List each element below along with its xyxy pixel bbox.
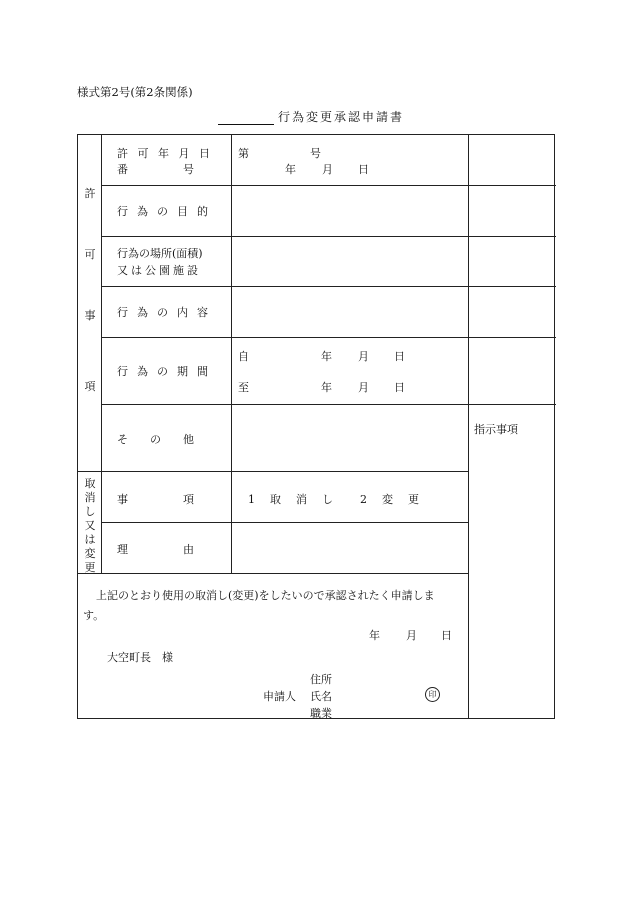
period-label: 行為の期間 xyxy=(117,365,217,378)
other-label: そ の 他 xyxy=(117,433,194,446)
period-to-month: 月 xyxy=(358,381,369,394)
application-form-table xyxy=(77,134,555,719)
declaration-text-line2: す。 xyxy=(83,609,105,622)
period-to-day: 日 xyxy=(394,381,405,394)
applicant-label: 申請人 xyxy=(263,690,296,703)
addressee: 大空町長 様 xyxy=(107,651,173,664)
permit-group-label: 許 可 事 項 xyxy=(84,187,96,393)
permit-number-label: 番 号 xyxy=(117,163,194,176)
cancel-change-group-label: 取 消 し 又 は 変 更 xyxy=(84,477,96,574)
park-facility-label: 又は公園施設 xyxy=(117,264,201,277)
permit-day: 日 xyxy=(358,163,369,176)
period-to: 至 xyxy=(238,381,249,394)
period-from-day: 日 xyxy=(394,350,405,363)
period-from-year: 年 xyxy=(321,350,332,363)
occupation-label: 職業 xyxy=(310,707,332,720)
form-title-row xyxy=(218,108,404,125)
permit-number-prefix: 第 xyxy=(238,147,249,160)
form-reference: 様式第2号(第2条関係) xyxy=(77,85,193,99)
permit-number-suffix: 号 xyxy=(310,147,321,160)
declaration-day: 日 xyxy=(441,629,452,642)
declaration-text-line1: 上記のとおり使用の取消し(変更)をしたいので承認されたく申請しま xyxy=(96,589,435,602)
place-label: 行為の場所(面積) xyxy=(117,247,203,260)
permit-year: 年 xyxy=(285,163,296,176)
option-change[interactable]: 2 変 更 xyxy=(360,493,421,506)
declaration-year: 年 xyxy=(369,629,380,642)
permit-month: 月 xyxy=(322,163,333,176)
matter-label: 事 項 xyxy=(117,493,194,506)
permit-date-label: 許 可 年 月 日 xyxy=(117,147,213,160)
period-to-year: 年 xyxy=(321,381,332,394)
period-from-month: 月 xyxy=(358,350,369,363)
name-label: 氏名 xyxy=(310,690,332,703)
instructions-label: 指示事項 xyxy=(474,423,518,436)
seal-mark-icon: 印 xyxy=(425,687,440,702)
address-label: 住所 xyxy=(310,673,332,686)
option-cancel[interactable]: 1 取 消 し xyxy=(248,493,335,506)
period-from: 自 xyxy=(238,350,249,363)
reason-label: 理 由 xyxy=(117,543,194,556)
form-title: 行為変更承認申請書 xyxy=(278,110,405,124)
purpose-label: 行為の目的 xyxy=(117,205,217,218)
declaration-month: 月 xyxy=(406,629,417,642)
title-blank-line[interactable] xyxy=(218,112,274,125)
content-label: 行為の内容 xyxy=(117,306,217,319)
